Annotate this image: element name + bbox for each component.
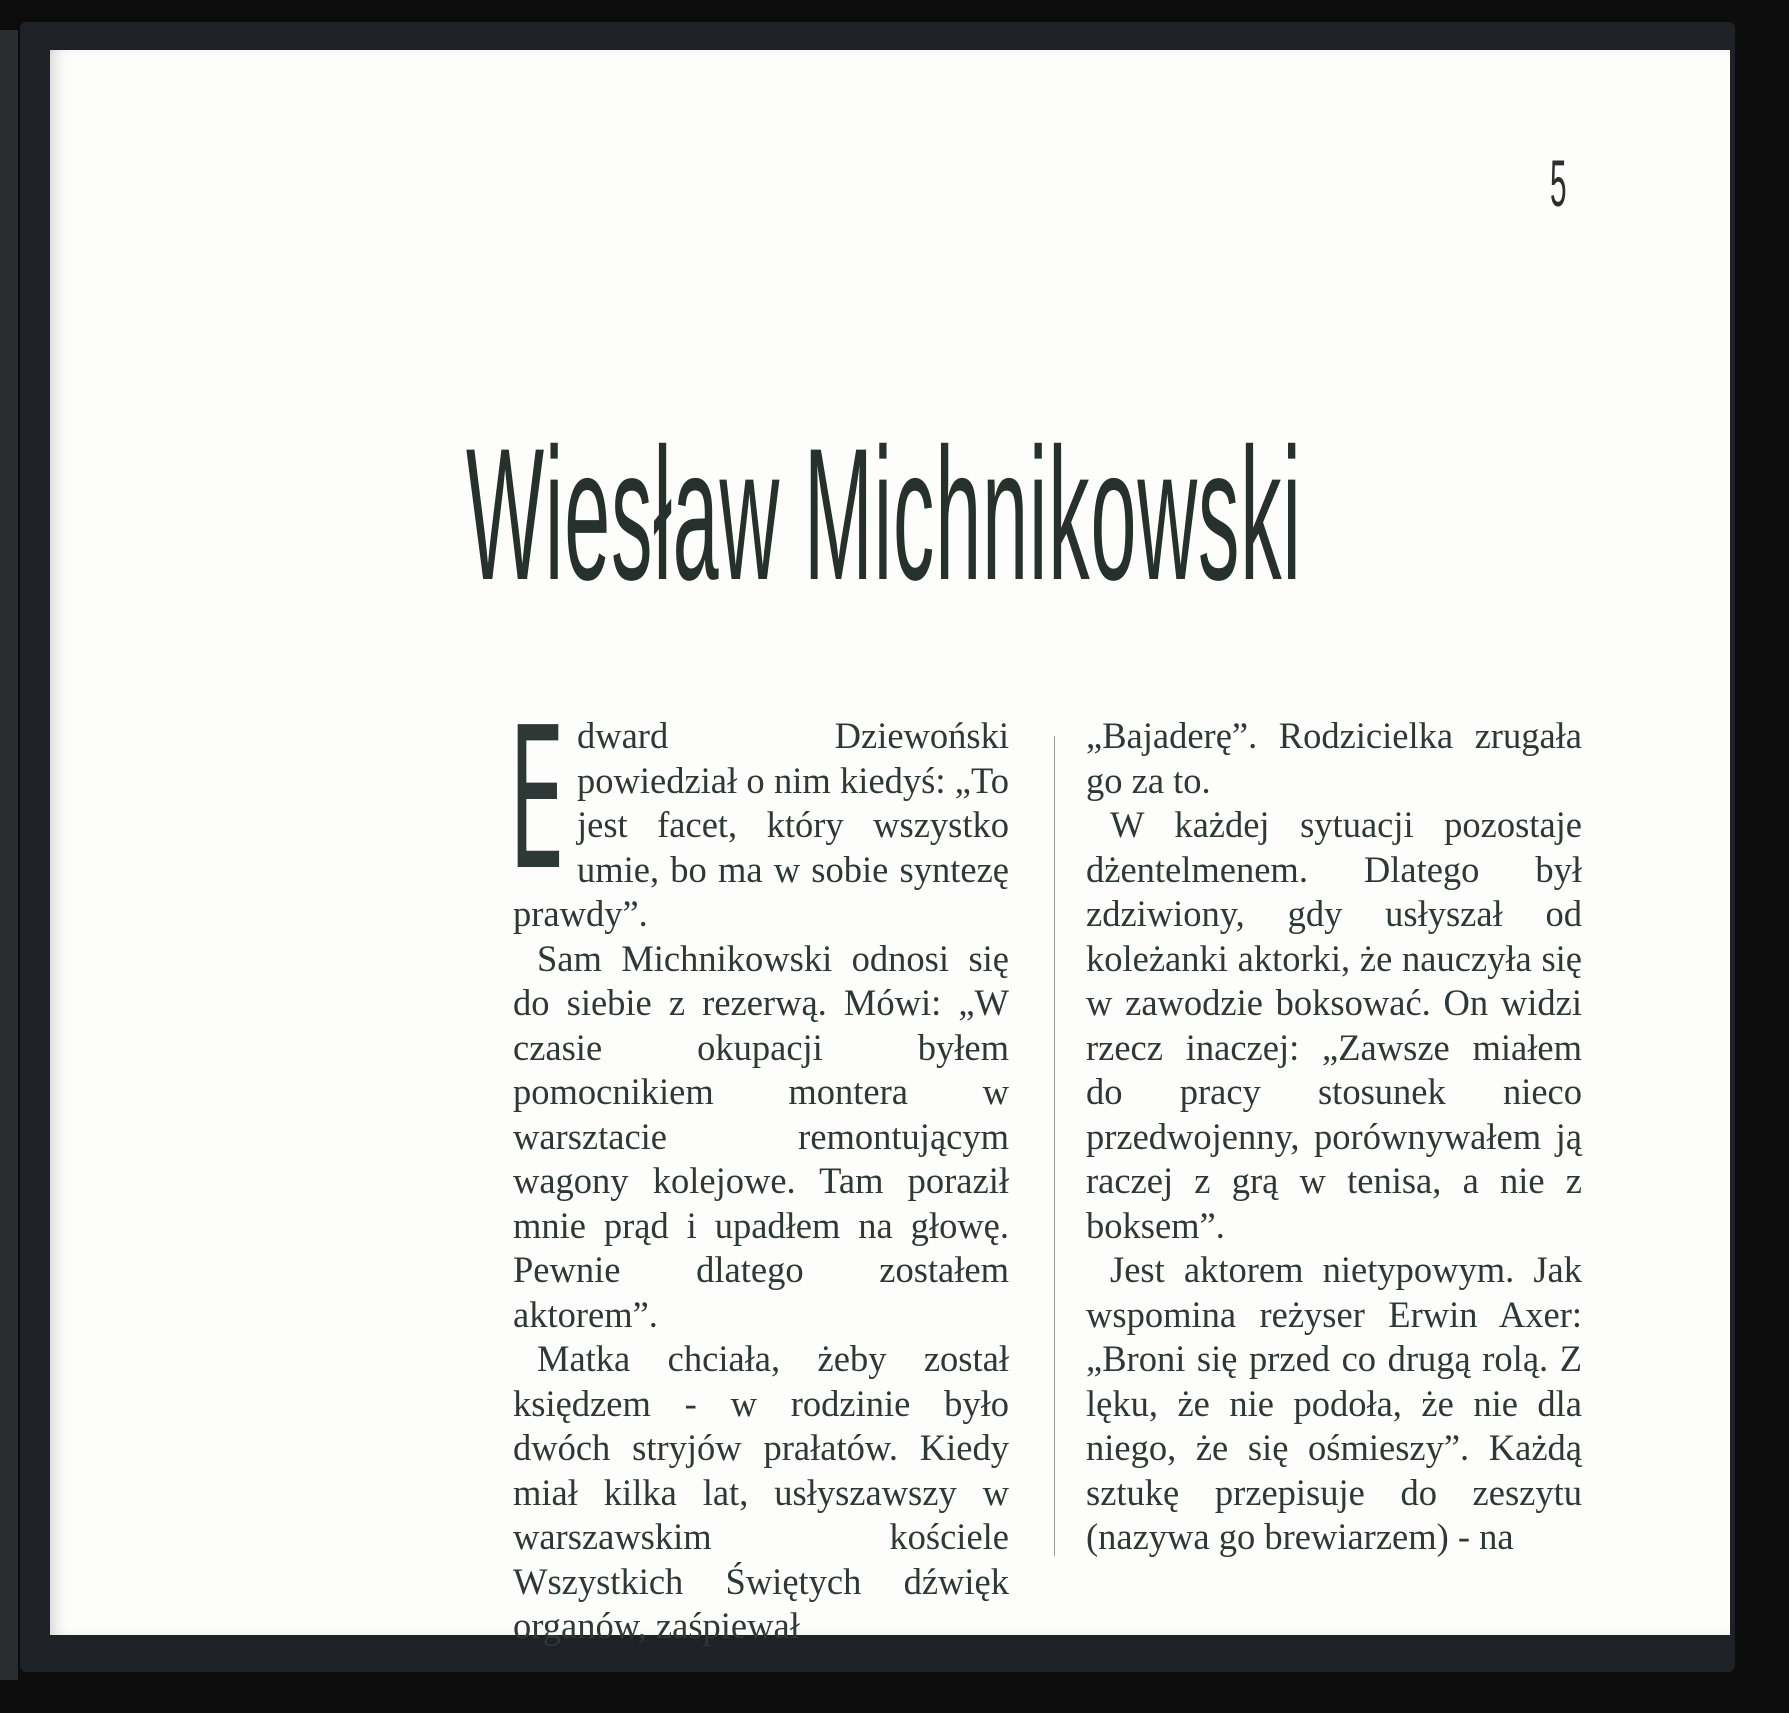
book-spine bbox=[0, 30, 18, 1680]
page-title: Wiesław Michnikowski bbox=[466, 409, 1302, 619]
book-page bbox=[50, 50, 1730, 1646]
paragraph-2: Sam Michnikowski odnosi się do siebie z rezerwą. Mówi: „W czasie okupacji byłem pomocnikiem montera w warsztacie remontującym wagony kolejowe. Tam poraził mnie prąd i upadłem na głowę. Pewnie dlatego zostałem aktorem”. bbox=[513, 937, 1009, 1335]
paragraph-1-text: dward Dziewoński powiedział o nim kiedyś: „To jest facet, który wszystko umie, bo ma w sobie syntezę prawdy”. bbox=[513, 715, 1009, 934]
text-column-right bbox=[1086, 714, 1582, 1560]
column-divider bbox=[1054, 736, 1055, 1556]
drop-cap: E bbox=[509, 686, 565, 914]
page-number: 5 bbox=[1550, 146, 1567, 220]
paragraph-1 bbox=[509, 686, 1009, 937]
paragraph-5: W każdej sytuacji pozostaje dżentelmenem. Dlatego był zdziwiony, gdy usłyszał od koleżanki aktorki, że nauczyła się w zawodzie boksować. On widzi rzecz inaczej: „Zawsze miałem do pracy stosunek nieco przedwojenny, porównywałem ją raczej z grą w tenisa, a nie z boksem”. bbox=[1086, 804, 1582, 1246]
paragraph-3: Matka chciała, żeby został księdzem - w rodzinie było dwóch stryjów prałatów. Kiedy miał kilka lat, usłyszawszy w warszawskim kościele Wszystkich Świętych dźwięk organów, zaśpiewał bbox=[513, 1338, 1009, 1646]
paragraph-6: Jest aktorem nietypowym. Jak wspomina reżyser Erwin Axer: „Broni się przed co drugą rolą. Z lęku, że nie podoła, że nie dla niego, że się ośmieszy”. Każdą sztukę przepisuje do zeszytu (nazywa go brewiarzem) - na bbox=[1086, 1249, 1582, 1557]
paragraph-4: „Bajaderę”. Rodzicielka zrugała go za to. bbox=[1086, 715, 1582, 801]
text-column-left bbox=[509, 686, 1009, 1649]
